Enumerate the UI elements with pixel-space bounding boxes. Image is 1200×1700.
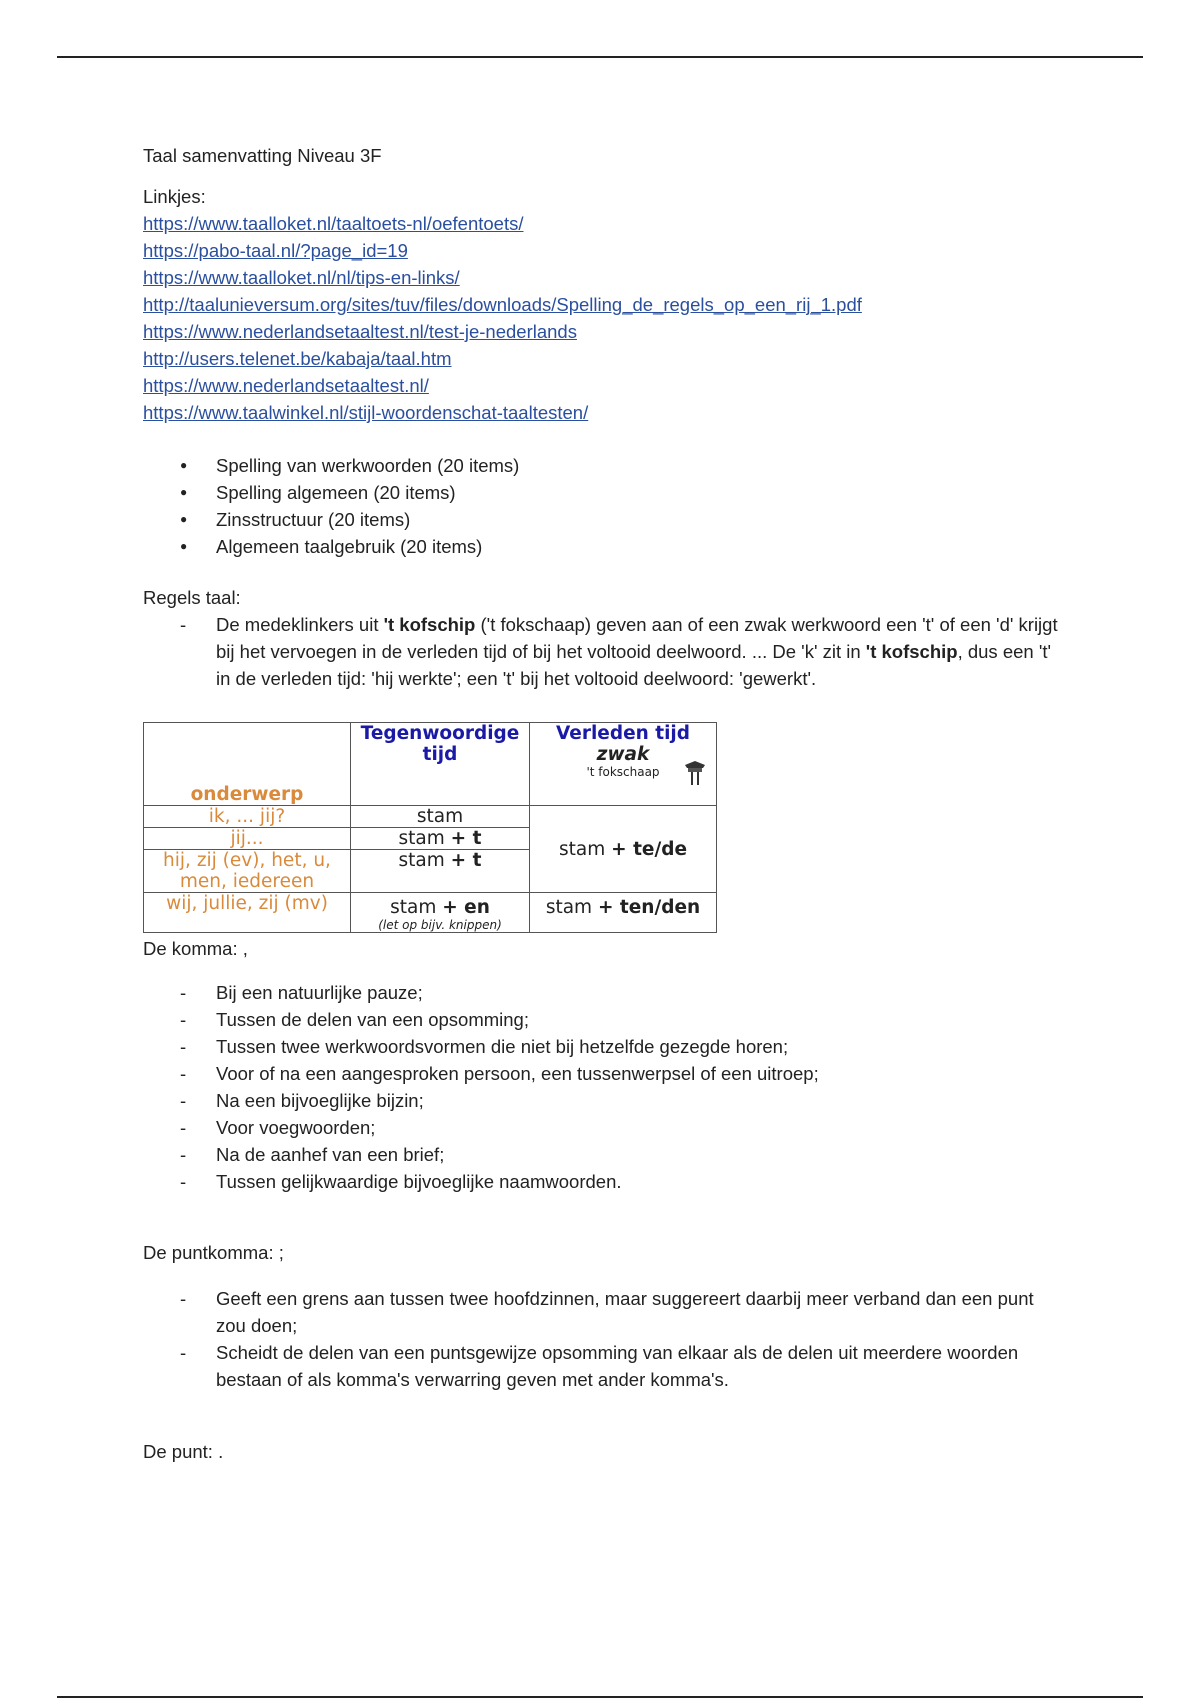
header-past-title: Verleden tijd <box>555 723 691 744</box>
list-item: - Na de aanhef van een brief; <box>143 1141 1063 1168</box>
link-nederlandsetaaltest[interactable]: https://www.nederlandsetaaltest.nl/ <box>143 375 429 396</box>
header-subject: onderwerp <box>144 723 351 806</box>
verb-conjugation-table <box>143 722 717 933</box>
list-item: - Tussen twee werkwoordsvormen die niet bij hetzelfde gezegde horen; <box>143 1033 1063 1060</box>
cell-past-plural <box>530 893 717 933</box>
cell-past-singular <box>530 806 717 893</box>
list-item: - Tussen de delen van een opsomming; <box>143 1006 1063 1033</box>
cell-past-base: stam <box>545 897 593 918</box>
ship-icon <box>682 759 708 787</box>
link-taalwinkel[interactable]: https://www.taalwinkel.nl/stijl-woordenschat-taaltesten/ <box>143 402 589 423</box>
document-title: Taal samenvatting Niveau 3F <box>143 145 382 166</box>
list-item: - Bij een natuurlijke pauze; <box>143 979 1063 1006</box>
cell-present <box>351 850 530 893</box>
cell-past-suffix: + te/de <box>611 838 688 860</box>
link-pabo-taal[interactable]: https://pabo-taal.nl/?page_id=19 <box>143 240 408 261</box>
list-item: - Voor of na een aangesproken persoon, een tussenwerpsel of een uitroep; <box>143 1060 1063 1087</box>
cell-present-base: stam <box>398 850 445 871</box>
bottom-rule <box>57 1696 1143 1698</box>
puntkomma-label: De puntkomma: ; <box>143 1242 284 1263</box>
link-telenet-kabaja[interactable]: http://users.telenet.be/kabaja/taal.htm <box>143 348 452 369</box>
list-item: - Geeft een grens aan tussen twee hoofdzinnen, maar suggereert daarbij meer verband dan een punt zou doen; <box>143 1285 1063 1339</box>
cell-present-plural <box>351 893 530 933</box>
cell-past-base: stam <box>558 838 606 860</box>
cell-subject: hij, zij (ev), het, u, men, iedereen <box>144 850 351 893</box>
punt-label: De punt: . <box>143 1441 224 1462</box>
rule-text: , dus een 't' in de verleden tijd: 'hij werkte'; een 't' bij het voltooid deelwoord: 'gewerkt'. <box>216 641 1052 689</box>
rules-list <box>143 611 1063 692</box>
rule-text: ('t fokschaap) geven aan of een zwak werkwoord een 't' of een 'd' krijgt bij het vervoegen in de verleden tijd of bij het voltooid deelwoord. ... De 'k' zit in <box>216 614 1058 662</box>
header-past <box>530 723 717 806</box>
puntkomma-list <box>143 1285 1063 1393</box>
link-taalloket-oefentoets[interactable]: https://www.taalloket.nl/taaltoets-nl/oefentoets/ <box>143 213 524 234</box>
header-past-sub: zwak <box>596 744 650 765</box>
link-nederlandsetaaltest-test[interactable]: https://www.nederlandsetaaltest.nl/test-je-nederlands <box>143 321 577 342</box>
list-item: - Scheidt de delen van een puntsgewijze opsomming van elkaar als de delen uit meerdere woorden bestaan of als komma's verwarring geven met ander komma's. <box>143 1339 1063 1393</box>
cell-subject: jij... <box>144 828 351 850</box>
cell-subject-plural: wij, jullie, zij (mv) <box>144 893 351 933</box>
top-rule <box>57 56 1143 58</box>
links-label: Linkjes: <box>143 186 206 207</box>
cell-present-suffix: + t <box>450 850 482 871</box>
table-row <box>144 806 717 828</box>
table-header-row <box>144 723 717 806</box>
list-item: ● Algemeen taalgebruik (20 items) <box>143 533 1063 560</box>
cell-present <box>351 828 530 850</box>
cell-present-base: stam <box>398 828 445 849</box>
komma-list <box>143 979 1063 1195</box>
list-item: ● Spelling van werkwoorden (20 items) <box>143 452 1063 479</box>
cell-present-base: stam <box>390 897 437 918</box>
rule-bold: 't kofschip <box>865 641 958 662</box>
document-body <box>143 142 1063 1465</box>
table-row <box>144 893 717 933</box>
rules-label: Regels taal: <box>143 587 241 608</box>
cell-past-suffix: + ten/den <box>597 897 701 918</box>
header-present: Tegenwoordige tijd <box>351 723 530 806</box>
list-item: ● Zinsstructuur (20 items) <box>143 506 1063 533</box>
list-item: - Voor voegwoorden; <box>143 1114 1063 1141</box>
cell-present-suffix: + en <box>442 897 490 918</box>
list-item: ● Spelling algemeen (20 items) <box>143 479 1063 506</box>
link-taalunieversum-pdf[interactable]: http://taalunieversum.org/sites/tuv/files/downloads/Spelling_de_regels_op_een_rij_1.pdf <box>143 294 862 315</box>
link-taalloket-tips[interactable]: https://www.taalloket.nl/nl/tips-en-links/ <box>143 267 460 288</box>
cell-present-suffix: + t <box>450 828 482 849</box>
rule-kofschip <box>143 611 1063 692</box>
komma-label: De komma: , <box>143 938 248 959</box>
cell-present <box>351 806 530 828</box>
topics-list <box>143 452 1063 560</box>
list-item: - Na een bijvoeglijke bijzin; <box>143 1087 1063 1114</box>
links-list <box>143 210 1063 426</box>
header-past-small: 't fokschaap <box>586 765 660 779</box>
cell-present-base: stam <box>416 806 464 827</box>
rule-text: De medeklinkers uit <box>216 614 384 635</box>
cell-present-note: (let op bijv. knippen) <box>378 918 502 932</box>
cell-subject: ik, ... jij? <box>144 806 351 828</box>
rule-bold: 't kofschip <box>383 614 476 635</box>
list-item: - Tussen gelijkwaardige bijvoeglijke naamwoorden. <box>143 1168 1063 1195</box>
